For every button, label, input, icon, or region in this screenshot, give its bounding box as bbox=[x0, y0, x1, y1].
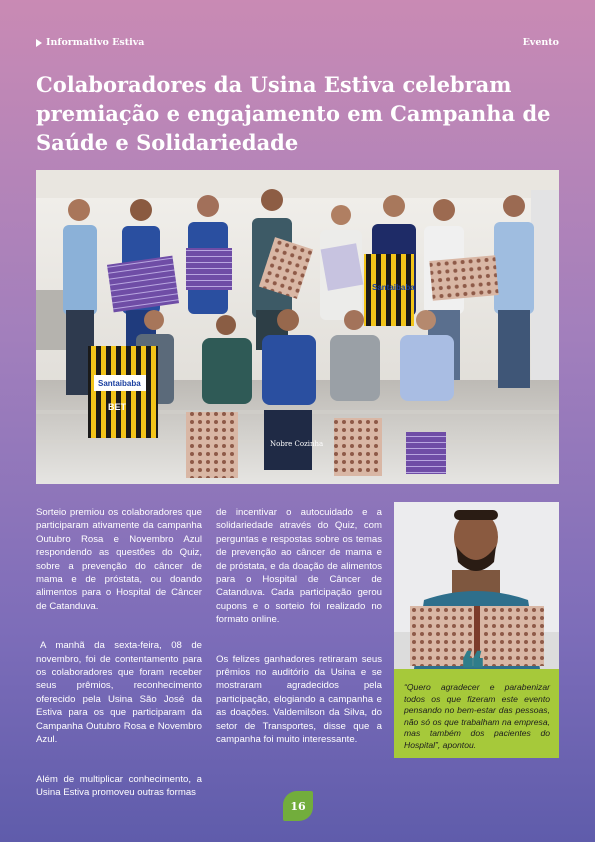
category-label: Evento bbox=[522, 37, 559, 48]
page-number-badge bbox=[283, 791, 313, 821]
triangle-bullet-icon bbox=[36, 39, 42, 47]
article-column-1 bbox=[36, 506, 202, 825]
jersey-sponsor-1: Santaibaba bbox=[372, 283, 415, 292]
paragraph: Além de multiplicar conhecimento, a Usina Estiva promoveu outras formas bbox=[36, 773, 202, 798]
paragraph: Sorteio premiou os colaboradores que participaram ativamente da campanha Outubro Rosa e Novembro Azul respondendo as questões do Quiz, sobre a prevenção do câncer de mama e de próstata, ou doando alimentos para o Hospital de Câncer de Catanduva. bbox=[36, 507, 202, 612]
page-number: 16 bbox=[290, 799, 306, 813]
jersey-sponsor-2: Santaibaba bbox=[98, 379, 141, 388]
section-name: Informativo Estiva bbox=[46, 37, 145, 48]
paragraph: de incentivar o autocuidado e a solidariedade através do Quiz, com perguntas e respostas sobre os temas de prevenção ao câncer de mama e de próstata, e da doação de alimentos para o Hospital de Câncer de Catanduva. Cada participação gerou cupons e o sorteio foi realizado no formato online. bbox=[216, 507, 382, 626]
section-header bbox=[36, 37, 144, 48]
quote-text: “Quero agradecer e parabenizar todos os que fizeram este evento pensando no bem-estar das pessoas, não só os que trabalham na empresa, mas também dos pacientes do Hospital”, apontou. bbox=[404, 682, 550, 750]
article-title: Colaboradores da Usina Estiva celebram premiação e engajamento em Campanha de Saúde e Solidariedade bbox=[36, 72, 551, 155]
group-photo bbox=[36, 170, 559, 484]
bag-brand: Nobre Cozinha bbox=[270, 440, 324, 448]
jersey-bet: BET bbox=[108, 402, 126, 412]
article-column-2 bbox=[216, 506, 382, 773]
quote-mark-icon: ❝ bbox=[460, 642, 485, 696]
paragraph: Os felizes ganhadores retiraram seus prêmios no auditório da Usina e se mostraram agradecidos pela participação, elogiando a campanha e as doações. Valdemilson da Silva, do setor de Transportes, disse que a campanha foi muito interessante. bbox=[216, 653, 382, 746]
quote-box bbox=[394, 502, 559, 758]
paragraph: A manhã da sexta-feira, 08 de novembro, foi de contentamento para os colaboradores que foram receber seus prêmios, reconhecimento oferecido pela Usina São José da Estiva para os que participaram da Campanha Outubro Rosa e Novembro Azul. bbox=[36, 640, 202, 746]
